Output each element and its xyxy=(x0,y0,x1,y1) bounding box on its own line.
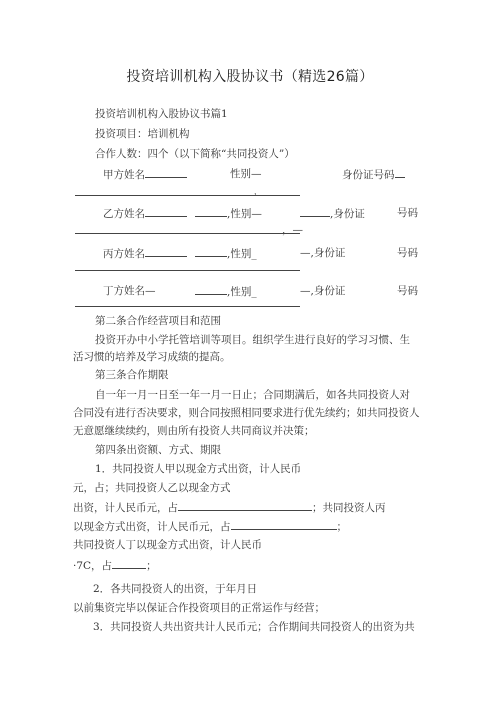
party-d-id-label: —,身份证 xyxy=(300,285,346,297)
clause-2-text-1: 2．各共同投资人的出资，于年月日 xyxy=(93,583,258,595)
party-b-blank-line xyxy=(75,233,300,234)
party-c-id-number-label: 号码 xyxy=(397,247,418,259)
party-a-id-label: 身份证号码 xyxy=(342,167,405,182)
document-title: 投资培训机构入股协议书（精选26篇） xyxy=(126,69,374,85)
section-3-text-3: 无意愿继续续约，则由所有投资人共同商议并决策； xyxy=(73,425,315,437)
party-c-gender-label: ,性别_ xyxy=(195,246,257,261)
clause-2-text-2: 以前集资完毕以保证合作投资项目的正常运作与经营； xyxy=(73,602,325,614)
section-4-text-4: 以现金方式出资，计人民币元，占 ； xyxy=(73,521,347,533)
party-d-id-number-label: 号码 xyxy=(397,285,418,297)
party-c-name-label: 丙方姓名 xyxy=(103,246,187,261)
section-4-text-3: 出资，计人民币元，占 ；共同投资人丙 xyxy=(73,502,386,514)
section-4-text-1: 1．共同投资人甲以现金方式出资，计人民币 xyxy=(95,463,302,475)
section-3-text-1: 自一年一月一日至一年一月一日止；合同期满后，如各共同投资人对 xyxy=(95,389,410,401)
party-b-name-label: 乙方姓名 xyxy=(103,206,187,221)
section-4-heading: 第四条出资额、方式、期限 xyxy=(95,444,221,456)
party-d-name-label: 丁方姓名— xyxy=(103,285,156,297)
party-d-gender-label: ,性别_ xyxy=(195,284,257,299)
agreement-heading: 投资培训机构入股协议书篇1 xyxy=(95,108,228,120)
party-b-id-number-label: 号码 xyxy=(397,207,418,219)
clause-3-text-1: 3．共同投资人共出资共计人民币元；合作期间共同投资人的出资为共 xyxy=(93,621,415,633)
section-2-text-1: 投资开办中小学托管培训等项目。组织学生进行良好的学习习惯、生 xyxy=(95,334,410,346)
section-2-text-2: 活习惯的培养及学习成绩的提高。 xyxy=(73,351,231,363)
party-b-mark: ，— xyxy=(282,224,303,236)
party-c-id-label: —,身份证 xyxy=(300,247,346,259)
section-2-heading: 第二条合作经营项目和范围 xyxy=(95,315,221,327)
party-b-gender-label: ,性别— xyxy=(195,206,262,221)
section-4-text-6: ·7C，占 ； xyxy=(73,560,157,572)
section-3-text-2: 合同没有进行否决要求，则合同按照相同要求进行优先续约；如共同投资人 xyxy=(73,407,420,419)
partners-line: 合作人数：四个（以下简称“共同投资人”） xyxy=(95,148,295,160)
section-3-heading: 第三条合作期限 xyxy=(95,369,169,381)
party-a-gender-label: 性别— xyxy=(230,168,262,180)
project-line: 投资项目：培训机构 xyxy=(95,128,190,140)
party-a-dot: ， xyxy=(254,187,262,196)
party-c-blank-line xyxy=(75,270,300,271)
party-d-blank-line xyxy=(75,306,300,307)
party-a-name-label: 甲方姓名 xyxy=(103,167,187,182)
section-4-text-2: 元，占；共同投资人乙以现金方式 xyxy=(73,482,231,494)
section-4-text-5: 共同投资人丁以现金方式出资，计人民币 xyxy=(73,539,262,551)
party-a-blank-line xyxy=(75,195,300,196)
party-b-id-label: ,身份证 xyxy=(300,206,365,221)
